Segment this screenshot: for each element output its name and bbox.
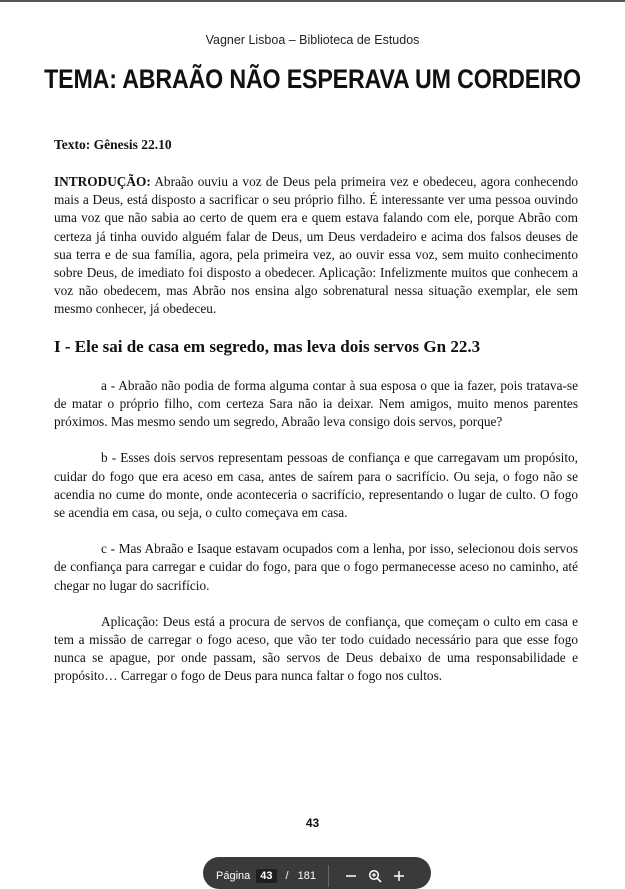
zoom-in-button[interactable] xyxy=(387,865,411,887)
paragraph-c: c - Mas Abraão e Isaque estavam ocupados com a lenha, por isso, selecionou dois servos de confiança para carregar e cuidar do fogo, para que o fogo permanecesse aceso no caminho, até chegar no lugar do sacrifício. xyxy=(54,541,578,593)
current-page-input[interactable]: 43 xyxy=(256,869,276,883)
pdf-viewer-toolbar xyxy=(203,857,431,889)
total-pages: 181 xyxy=(297,870,316,882)
page-label: Página xyxy=(216,870,251,882)
zoom-out-icon xyxy=(345,870,357,882)
section-heading: I - Ele sai de casa em segredo, mas leva dois servos Gn 22.3 xyxy=(54,336,481,356)
zoom-out-button[interactable] xyxy=(339,865,363,887)
zoom-in-icon xyxy=(393,870,405,882)
paragraph-application: Aplicação: Deus está a procura de servos de confiança, que começam o culto em casa e tem a missão de carregar o fogo aceso, que vão ter todo cuidado necessário para que esse fogo nunca se apague, por onde passam, são servos de Deus debaixo de uma responsabilidade e propósito… Carregar o fogo de Deus para nunca faltar o fogo nos cultos. xyxy=(54,613,578,684)
top-border xyxy=(0,0,625,2)
scripture-reference: Texto: Gênesis 22.10 xyxy=(54,137,172,152)
intro-paragraph xyxy=(54,173,578,319)
document-body xyxy=(54,173,578,704)
document-title: TEMA: ABRAÃO NÃO ESPERAVA UM CORDEIRO xyxy=(44,64,581,94)
paragraph-a: a - Abraão não podia de forma alguma contar à sua esposa o que ia fazer, pois tratava-se de matar o próprio filho, com certeza Sara não ia deixar. Nem amigos, muito menos parentes próximos. Mas mesmo sendo um segredo, Abraão leva consigo dois servos, porque? xyxy=(54,377,578,430)
running-header: Vagner Lisboa – Biblioteca de Estudos xyxy=(205,33,420,47)
zoom-fit-button[interactable] xyxy=(363,865,387,887)
toolbar-divider xyxy=(328,865,329,887)
page-separator: / xyxy=(285,870,289,882)
intro-label: INTRODUÇÃO: xyxy=(54,174,151,189)
paragraph-b: b - Esses dois servos representam pessoas de confiança e que carregavam um propósito, cuidar do fogo que era aceso em casa, antes de saírem para o sacrifício. Ou seja, o fogo não se acendia no cume do monte, onde aconteceria o sacrifício, representando o lugar de culto. O fogo se acendia em casa, ou seja, o culto começava em casa. xyxy=(54,450,578,521)
page-number: 43 xyxy=(305,816,320,830)
zoom-icon xyxy=(368,869,382,883)
intro-text: Abraão ouviu a voz de Deus pela primeira vez e obedeceu, agora conhecendo mais a Deus, está disposto a sacrificar o seu próprio filho. É interessante ver uma pessoa ouvindo uma voz que não sabia ao certo de quem era e quem estava falando com ele, porque Abrão com certeza já tinha ouvido alguém falar de Deus, um Deus verdadeiro e acima dos falsos deuses de sua terra e de sua família, agora, pela primeira vez, ao ouvir essa voz, sem muito conhecimento sobre Deus, de imediato foi disposto a obedecer. Aplicação: Infelizmente muitos que conhecem a voz não obedecem, mas Abrão nos ensina algo sobrenatural nessa situação exemplar, ele sem mesmo conhecer, já obedeceu. xyxy=(54,174,578,317)
